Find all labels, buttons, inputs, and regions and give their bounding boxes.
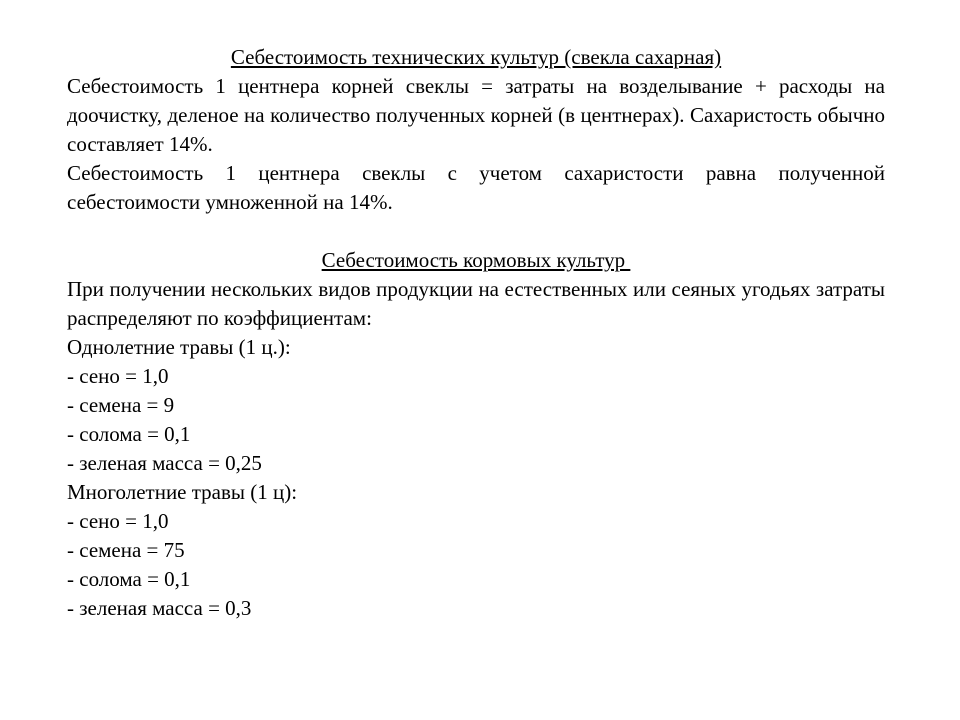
slide-content (67, 43, 885, 623)
list-item-annual-green-mass: - зеленая масса = 0,25 (67, 451, 262, 475)
list-item-perennial-straw: - солома = 0,1 (67, 567, 191, 591)
annual-grasses-label: Однолетние травы (1 ц.): (67, 335, 291, 359)
paragraph-beet-sugar-content: Себестоимость 1 центнера свеклы с учетом сахаристости равна полученной себестоимости умноженной на 14%. (67, 161, 885, 214)
list-item-perennial-hay: - сено = 1,0 (67, 509, 169, 533)
list-item-annual-hay: - сено = 1,0 (67, 364, 169, 388)
list-item-annual-seeds: - семена = 9 (67, 393, 175, 417)
perennial-grasses-label: Многолетние травы (1 ц): (67, 480, 298, 504)
section-spacer (67, 217, 885, 246)
section-title-technical-crops: Себестоимость технических культур (свекла сахарная) (230, 45, 722, 69)
list-item-perennial-seeds: - семена = 75 (67, 538, 185, 562)
paragraph-coefficients-intro: При получении нескольких видов продукции на естественных или сеяных угодьях затраты распределяют по коэффициентам: (67, 277, 885, 330)
section-title-fodder-crops: Себестоимость кормовых культур (321, 248, 631, 272)
paragraph-beet-cost: Себестоимость 1 центнера корней свеклы = затраты на возделывание + расходы на доочистку, деленое на количество полученных корней (в центнерах). Сахаристость обычно составляет 14%. (67, 74, 885, 156)
list-item-annual-straw: - солома = 0,1 (67, 422, 191, 446)
list-item-perennial-green-mass: - зеленая масса = 0,3 (67, 596, 252, 620)
